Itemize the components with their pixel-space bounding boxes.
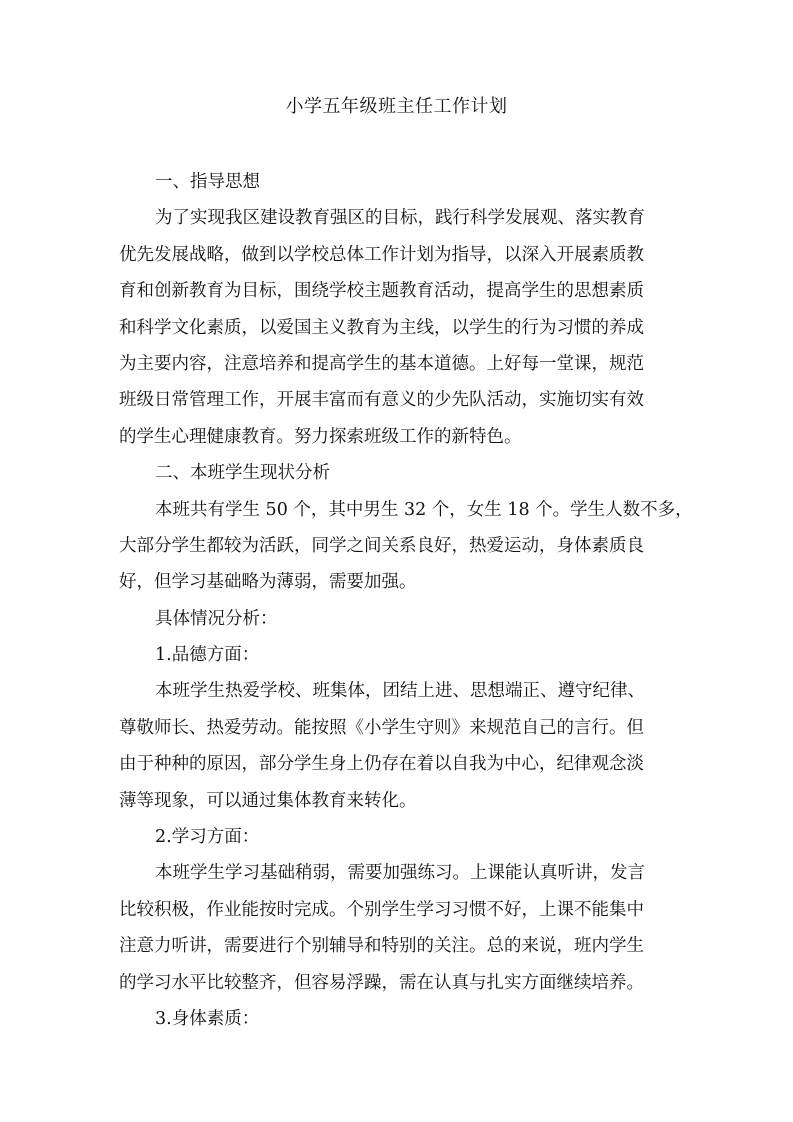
paragraph-line: 由于种种的原因，部分学生身上仍存在着以自我为中心，纪律观念淡 bbox=[119, 754, 644, 775]
section-heading: 一、指导思想 bbox=[155, 172, 260, 192]
paragraph-line: 薄等现象，可以通过集体教育来转化。 bbox=[119, 790, 417, 811]
paragraph-line: 本班学生热爱学校、班集体，团结上进、思想端正、遵守纪律、 bbox=[155, 681, 645, 702]
document-body bbox=[119, 164, 693, 1037]
document-title: 小学五年级班主任工作计划 bbox=[285, 96, 508, 117]
paragraph-line: 本班共有学生 50 个，其中男生 32 个，女生 18 个。学生人数不多， bbox=[155, 499, 693, 520]
paragraph-line: 班级日常管理工作，开展丰富而有意义的少先队活动，实施切实有效 bbox=[119, 390, 644, 411]
subheading: 1.品德方面： bbox=[155, 645, 260, 666]
paragraph-line: 本班学生学习基础稍弱，需要加强练习。上课能认真听讲，发言 bbox=[155, 863, 645, 884]
subheading: 具体情况分析： bbox=[155, 608, 278, 629]
paragraph-line: 育和创新教育为目标，围绕学校主题教育活动，提高学生的思想素质 bbox=[119, 281, 644, 302]
subheading: 3.身体素质： bbox=[155, 1008, 260, 1029]
paragraph-line: 为主要内容，注意培养和提高学生的基本道德。上好每一堂课，规范 bbox=[119, 353, 644, 374]
paragraph-line: 比较积极，作业能按时完成。个别学生学习习惯不好，上课不能集中 bbox=[119, 899, 644, 920]
subheading: 2.学习方面： bbox=[155, 827, 260, 848]
paragraph-line: 注意力听讲，需要进行个别辅导和特别的关注。总的来说，班内学生 bbox=[119, 936, 644, 957]
paragraph-line: 的学习水平比较整齐，但容易浮躁，需在认真与扎实方面继续培养。 bbox=[119, 972, 644, 993]
section-heading: 二、本班学生现状分析 bbox=[155, 463, 330, 484]
paragraph-line: 好，但学习基础略为薄弱，需要加强。 bbox=[119, 572, 417, 593]
paragraph-line: 优先发展战略，做到以学校总体工作计划为指导，以深入开展素质教 bbox=[119, 244, 644, 265]
paragraph-line: 的学生心理健康教育。努力探索班级工作的新特色。 bbox=[119, 426, 522, 447]
paragraph-line: 尊敬师长、热爱劳动。能按照《小学生守则》来规范自己的言行。但 bbox=[119, 717, 644, 738]
paragraph-line: 大部分学生都较为活跃，同学之间关系良好，热爱运动，身体素质良 bbox=[119, 535, 644, 556]
paragraph-line: 和科学文化素质，以爱国主义教育为主线，以学生的行为习惯的养成 bbox=[119, 317, 644, 338]
paragraph-line: 为了实现我区建设教育强区的目标，践行科学发展观、落实教育 bbox=[155, 208, 645, 229]
